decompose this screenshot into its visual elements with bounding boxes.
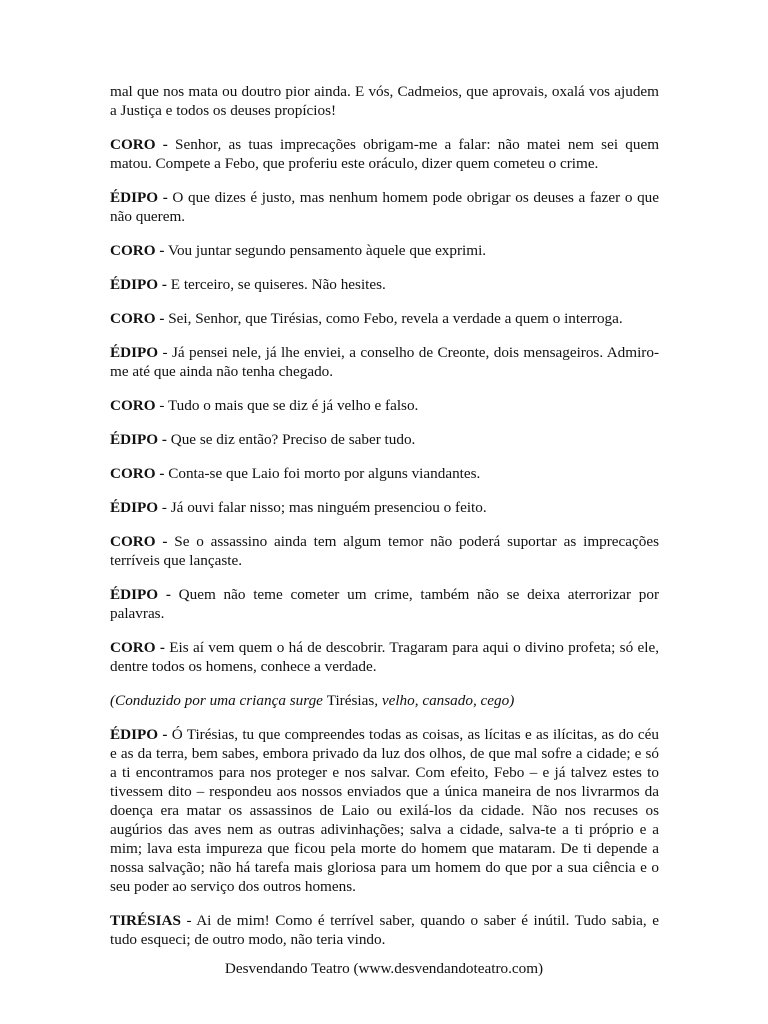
- speaker-name: CORO -: [110, 242, 165, 259]
- speaker-name: ÉDIPO: [110, 499, 159, 516]
- stage-direction-after: , velho, cansado, cego): [374, 692, 515, 709]
- speaker-name: ÉDIPO -: [110, 189, 168, 206]
- stage-direction: [110, 691, 659, 710]
- speech-text: E terceiro, se quiseres. Não hesites.: [166, 276, 386, 293]
- dialogue-paragraph: [110, 430, 659, 449]
- dialogue-paragraph: [110, 188, 659, 226]
- speaker-name: CORO: [110, 397, 156, 414]
- speech-text: - Já pensei nele, já lhe enviei, a conselho de Creonte, dois mensageiros. Admiro-me até que ainda não tenha chegado.: [110, 344, 659, 380]
- speech-text: O que dizes é justo, mas nenhum homem pode obrigar os deuses a fazer o que não querem.: [110, 189, 659, 225]
- stage-direction-before: (Conduzido por uma criança surge: [110, 692, 327, 709]
- dialogue-paragraph: [110, 309, 659, 328]
- speech-text: Ó Tirésias, tu que compreendes todas as coisas, as lícitas e as ilícitas, as do céu e as da terra, bem sabes, embora privado da luz dos olhos, de que mal sofre a cidade; e só a ti encontramos para nos proteger e nos salvar. Com efeito, Febo – e já talvez estes to tivessem dito – respondeu aos nossos enviados que a única maneira de nos livrarmos da doença era matar os assassinos de Laio ou exilá-los da cidade. Não nos recuses os augúrios das aves nem as outras adivinhações; salva a cidade, salva-te a ti próprio e a mim; lava esta impureza que ficou pela morte do homem que mataram. De ti depende a nossa salvação; não há tarefa mais gloriosa para um homem do que por a sua ciência e o seu poder ao serviço dos outros homens.: [110, 726, 659, 895]
- speech-text: Senhor, as tuas imprecações obrigam-me a falar: não matei nem sei quem matou. Compete a Febo, que proferiu este oráculo, dizer quem cometeu o crime.: [110, 136, 660, 172]
- page-footer: Desvendando Teatro (www.desvendandoteatro.com): [224, 960, 544, 977]
- speech-text: Conta-se que Laio foi morto por alguns viandantes.: [164, 465, 481, 482]
- speech-text: mal que nos mata ou doutro pior ainda. E vós, Cadmeios, que aprovais, oxalá vos ajudem a Justiça e todos os deuses propícios!: [110, 83, 659, 119]
- speaker-name: CORO -: [110, 136, 168, 153]
- speech-text: Sei, Senhor, que Tirésias, como Febo, revela a verdade a quem o interroga.: [164, 310, 623, 327]
- speaker-name: CORO -: [110, 639, 165, 656]
- speech-text: Se o assassino ainda tem algum temor não poderá suportar as imprecações terríveis que lançaste.: [110, 533, 660, 569]
- speaker-name: ÉDIPO -: [110, 586, 171, 603]
- speech-text: Que se diz então? Preciso de saber tudo.: [166, 431, 416, 448]
- dialogue-paragraph: [110, 498, 659, 517]
- dialogue-paragraph: [110, 343, 659, 381]
- dialogue-paragraph: [110, 82, 659, 120]
- speech-text: - Ai de mim! Como é terrível saber, quando o saber é inútil. Tudo sabia, e tudo esqueci; de outro modo, não teria vindo.: [110, 912, 659, 948]
- dialogue-paragraph: [110, 725, 659, 896]
- speaker-name: ÉDIPO -: [110, 726, 168, 743]
- speech-text: Quem não teme cometer um crime, também não se deixa aterrorizar por palavras.: [110, 586, 659, 622]
- speech-text: - Já ouvi falar nisso; mas ninguém presenciou o feito.: [158, 499, 487, 516]
- speaker-name: CORO -: [110, 533, 168, 550]
- dialogue-paragraph: [110, 241, 659, 260]
- speaker-name: ÉDIPO -: [110, 431, 167, 448]
- page-body: [110, 82, 659, 964]
- speech-text: - Tudo o mais que se diz é já velho e falso.: [155, 397, 419, 414]
- speech-text: Eis aí vem quem o há de descobrir. Tragaram para aqui o divino profeta; só ele, dentre todos os homens, conhece a verdade.: [110, 639, 659, 675]
- dialogue-paragraph: [110, 638, 659, 676]
- stage-direction-character: Tirésias: [326, 692, 375, 709]
- dialogue-paragraph: [110, 585, 659, 623]
- dialogue-paragraph: [110, 396, 659, 415]
- dialogue-paragraph: [110, 911, 659, 949]
- dialogue-paragraph: [110, 135, 659, 173]
- speaker-name: ÉDIPO: [110, 344, 159, 361]
- dialogue-paragraph: [110, 464, 659, 483]
- speaker-name: TIRÉSIAS: [110, 912, 181, 929]
- dialogue-paragraph: [110, 275, 659, 294]
- speaker-name: CORO -: [110, 465, 165, 482]
- speech-text: Vou juntar segundo pensamento àquele que exprimi.: [164, 242, 487, 259]
- dialogue-paragraph: [110, 532, 659, 570]
- speaker-name: ÉDIPO -: [110, 276, 167, 293]
- speaker-name: CORO -: [110, 310, 165, 327]
